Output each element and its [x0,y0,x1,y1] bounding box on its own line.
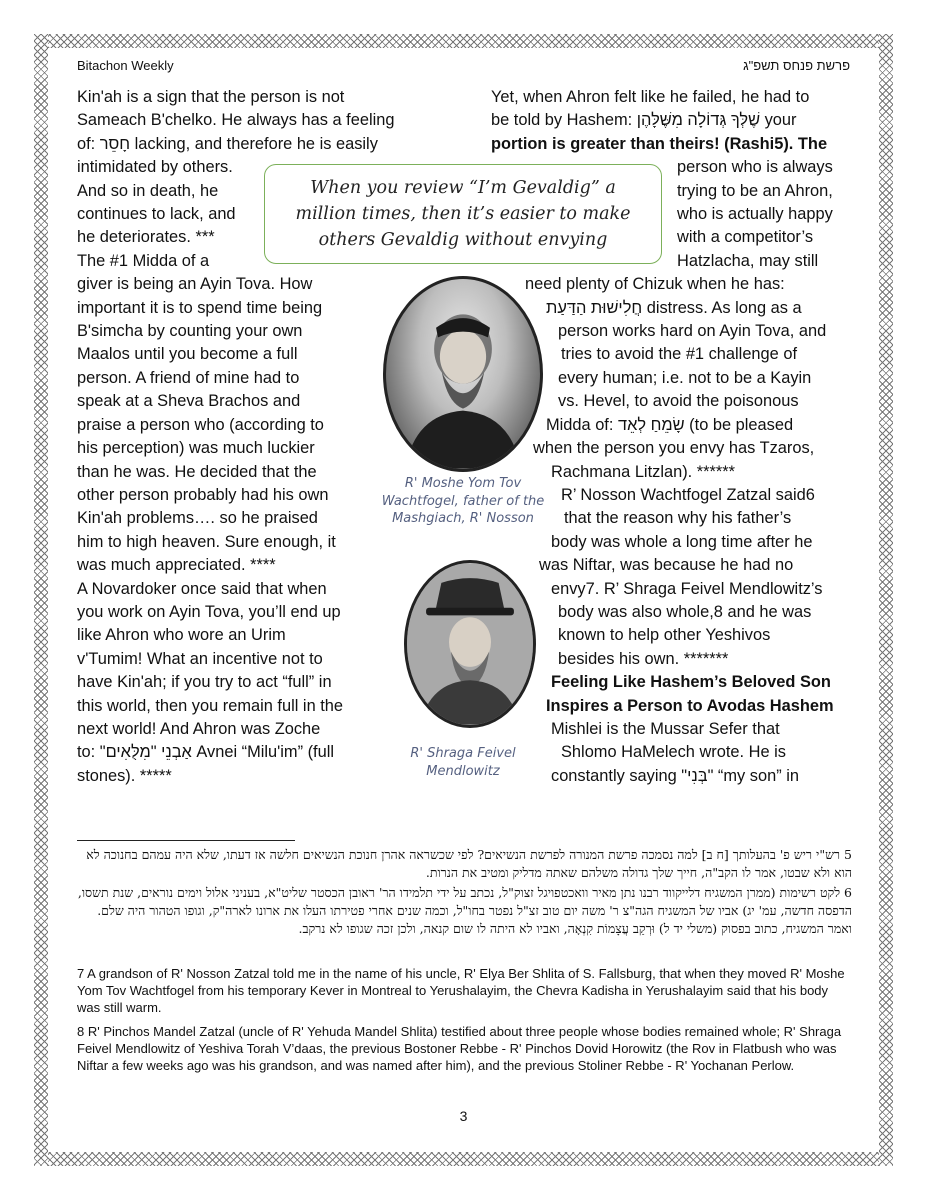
footnote-7: 7 A grandson of R' Nosson Zatzal told me in the name of his uncle, R' Elya Ber Shlita of S. Fallsburg, that when they moved R' Moshe Yom Tov Wachtfogel from his temporary Kever in Montreal to Yerushalayim, the Chevra Kadisha in Yerushalayim said that his body was still warm. [77,966,845,1015]
text-line: And so in death, he [77,181,219,200]
text-line: be told by Hashem: שֶׁלְּךָ גְּדוֹלָה מִשֶּׁלָּהֶן your [491,111,797,130]
text-line: besides his own. ******* [558,649,729,668]
text-line: Mishlei is the Mussar Sefer that [551,719,780,738]
text-line: constantly saying "בְּנִי" “my son” in [551,766,799,785]
text-line: Maalos until you become a full [77,345,298,364]
text-line: tries to avoid the #1 challenge of [561,345,797,364]
text-line: Hatzlacha, may still [677,251,819,270]
text-line: חֲלִישׁוּת הַדַּעַת distress. As long as a [546,298,802,317]
portrait-silhouette-icon [407,563,533,725]
text-line: than he was. He decided that the [77,462,317,481]
text-line: Shlomo HaMelech wrote. He is [561,743,787,762]
pull-quote-box [264,164,662,264]
text-line: have Kin'ah; if you try to act “full” in [77,673,332,692]
section-heading: Inspires a Person to Avodas Hashem [546,696,834,715]
pull-quote-text: When you review “I’m Gevaldig” a million times, then it’s easier to make others Gevaldig without envying [295,178,631,250]
text-line: vs. Hevel, to avoid the poisonous [558,392,799,411]
text-line: Kin'ah is a sign that the person is not [77,88,345,106]
text-line: his perception) was much luckier [77,439,315,458]
text-line: known to help other Yeshivos [558,626,771,645]
text-line: Rachmana Litzlan). ****** [551,462,736,481]
text-line: giver is being an Ayin Tova. How [77,275,313,294]
text-line: portion is greater than theirs! (Rashi5). The [491,134,828,153]
page-number: 3 [459,1108,468,1124]
text-line: of: חָסֵר lacking, and therefore he is easily [77,134,378,153]
text-line: him to high heaven. Sure enough, it [77,532,336,551]
text-line: you work on Ayin Tova, you’ll end up [77,602,341,621]
text-line: important it is to spend time being [77,298,323,317]
portrait-photo-wachtfogel [383,276,543,472]
portrait-caption-bottom: R' Shraga Feivel Mendlowitz [410,746,516,779]
page-border-top [34,34,893,48]
text-line: Midda of: שָׂמֵחַ לְאֵד (to be pleased [546,415,794,434]
text-line: v'Tumim! What an incentive not to [77,649,323,668]
portrait-caption-top: R' Moshe Yom Tov Wachtfogel, father of the Mashgiach, R' Nosson [381,476,545,526]
text-line: when the person you envy has Tzaros, [533,439,815,458]
text-line: body was also whole,8 and he was [558,602,812,621]
text-line: with a competitor’s [677,228,814,247]
text-line: B'simcha by counting your own [77,322,303,341]
text-line: this world, then you remain full in the [77,696,344,715]
text-line: Sameach B'chelko. He always has a feeling [77,111,395,130]
text-line: person works hard on Ayin Tova, and [558,322,827,341]
text-line: praise a person who (according to [77,415,324,434]
text-line: person who is always [677,158,833,177]
text-line: stones). ***** [77,766,172,785]
text-line: person. A friend of mine had to [77,368,300,387]
text-line: speak at a Sheva Brachos and [77,392,301,411]
text-line: was Niftar, was because he had no [539,556,794,575]
text-line: R’ Nosson Wachtfogel Zatzal said6 [561,485,815,504]
section-heading: Feeling Like Hashem’s Beloved Son [551,673,831,692]
text-line: who is actually happy [677,205,833,224]
page-border-right [879,34,893,1166]
text-line: every human; i.e. not to be a Kayin [558,368,812,387]
text-line: was much appreciated. **** [77,556,276,575]
text-line: continues to lack, and [77,205,236,224]
footnote-5: 5 רש"י ריש פ' בהעלותך [ח ב] למה נסמכה פרשת המנורה לפרשת הנשיאים? לפי שכשראה אהרן חנוכת הנשיאים חלשה אז דעתו, שלא היה עמהם בחנוכה לא הוא ולא שבטו, אמר לו הקב"ה, חייך שלך גדולה משלהם שאתה מדליק ומטיב את הנרות. [86,847,852,880]
text-line: Kin'ah problems…. so he praised [77,509,318,528]
page-border-left [34,34,48,1166]
header-publication: Bitachon Weekly [77,58,174,73]
text-line: to: "אַבְנֵי "מִלֻּאִים Avnei “Milu'im” (full [77,743,335,762]
text-line: envy7. R’ Shraga Feivel Mendlowitz’s [551,579,823,598]
text-line: like Ahron who wore an Urim [77,626,286,645]
footnote-8: 8 R' Pinchos Mandel Zatzal (uncle of R' Yehuda Mandel Shlita) testified about three people whose bodies remained whole; R' Shraga Feivel Mendlowitz of Yeshiva Torah V’daas, the previous Bostoner Rebbe - R' Pinchos Dovid Horowitz (the Rov in Flatbush who was Niftar a few weeks ago was his grandson, and was named after him), and the previous Stoliner Rebbe - R' Yochanan Perlow. [77,1024,842,1073]
footnote-6: 6 לקט רשימות (ממרן המשגיח דלייקווד רבנו נתן מאיר וואכטפויגל זצוק"ל, נכתב על ידי תלמידו הר' ראובן הכסטר שליט"א, בעניני אלול וימים נוראים, שנת תשסו, הדפסה חדשה, עמ' יג) אביו של המשגיח הגה"צ ר' משה יום טוב זצ"ל נפטר בחו"ל, וכמה שנים אחרי פטירתו העלו את ארונו לארה"ק, וגופו הטהור היה שלם. ואמר המשגיח, כתוב בפסוק (משלי יד ל) וּרְקַב עֲצָמוֹת קִנְאָה, ואביו לא היתה לו שום קנאה, ולכן זכה שגופו לא נרקב. [77,885,852,936]
text-line: A Novardoker once said that when [77,579,327,598]
text-line: other person probably had his own [77,485,329,504]
text-line: trying to be an Ahron, [677,181,833,200]
text-line: intimidated by others. [77,158,233,177]
portrait-silhouette-icon [386,279,540,469]
text-line: need plenty of Chizuk when he has: [525,275,785,294]
text-line: that the reason why his father’s [564,509,792,528]
text-line: he deteriorates. *** [77,228,215,247]
page-border-bottom [34,1152,893,1166]
text-line: Yet, when Ahron felt like he failed, he had to [491,88,810,106]
portrait-photo-mendlowitz [404,560,536,728]
text-line: The #1 Midda of a [77,251,210,270]
text-line: next world! And Ahron was Zoche [77,719,321,738]
text-line: body was whole a long time after he [551,532,813,551]
footnote-divider [77,840,295,841]
header-parsha: פרשת פנחס תשפ"ג [743,58,850,73]
